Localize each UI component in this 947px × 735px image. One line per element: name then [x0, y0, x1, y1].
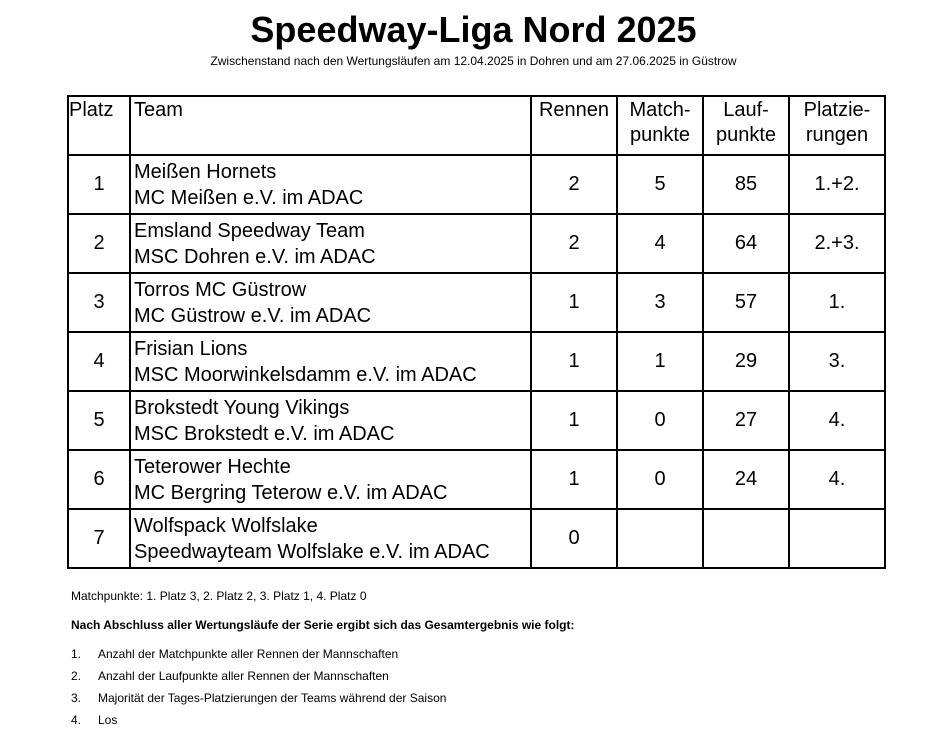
cell-platz: 4 — [68, 332, 130, 391]
cell-platz: 7 — [68, 509, 130, 568]
list-item-number: 4. — [71, 713, 82, 727]
cell-rennen: 1 — [531, 391, 617, 450]
cell-matchpunkte: 0 — [617, 391, 703, 450]
cell-laufpunkte: 24 — [703, 450, 789, 509]
cell-platzierungen: 2.+3. — [789, 214, 885, 273]
tiebreak-criteria-list — [71, 643, 446, 731]
team-name: Teterower Hechte — [134, 455, 291, 478]
cell-matchpunkte — [617, 509, 703, 568]
club-name: MC Güstrow e.V. im ADAC — [134, 304, 372, 327]
list-item-number: 2. — [71, 669, 82, 683]
cell-platz: 6 — [68, 450, 130, 509]
list-item-text: Los — [98, 713, 118, 727]
col-header-rennen: Rennen — [531, 96, 617, 155]
col-header-laufpunkte-line1: Lauf- — [723, 99, 769, 121]
cell-rennen: 1 — [531, 273, 617, 332]
cell-platzierungen: 4. — [789, 450, 885, 509]
list-item-text: Anzahl der Laufpunkte aller Rennen der Mannschaften — [98, 669, 389, 683]
cell-rennen: 1 — [531, 332, 617, 391]
list-item-text: Anzahl der Matchpunkte aller Rennen der Mannschaften — [98, 647, 399, 661]
cell-rennen: 2 — [531, 155, 617, 214]
club-name: MC Bergring Teterow e.V. im ADAC — [134, 481, 448, 504]
col-header-laufpunkte — [703, 96, 789, 155]
cell-platzierungen: 1. — [789, 273, 885, 332]
col-header-platzierungen-line1: Platzie- — [803, 99, 871, 121]
cell-laufpunkte — [703, 509, 789, 568]
list-item-number: 3. — [71, 691, 82, 705]
cell-matchpunkte: 3 — [617, 273, 703, 332]
cell-team — [130, 214, 531, 273]
table-row — [68, 214, 885, 273]
club-name: MC Meißen e.V. im ADAC — [134, 186, 364, 209]
summary-heading: Nach Abschluss aller Wertungsläufe der Serie ergibt sich das Gesamtergebnis wie folgt: — [71, 618, 575, 632]
col-header-platz: Platz — [68, 96, 130, 155]
cell-team — [130, 509, 531, 568]
list-item — [71, 665, 446, 687]
col-header-laufpunkte-line2: punkte — [715, 124, 777, 146]
cell-team — [130, 273, 531, 332]
cell-laufpunkte: 64 — [703, 214, 789, 273]
table-header-row — [68, 96, 885, 155]
page-title: Speedway-Liga Nord 2025 — [250, 9, 697, 50]
cell-platzierungen: 1.+2. — [789, 155, 885, 214]
cell-team — [130, 450, 531, 509]
cell-platz: 5 — [68, 391, 130, 450]
team-name: Torros MC Güstrow — [134, 278, 307, 301]
club-name: Speedwayteam Wolfslake e.V. im ADAC — [134, 540, 490, 563]
team-name: Wolfspack Wolfslake — [134, 514, 318, 537]
list-item — [71, 709, 446, 731]
table-row — [68, 155, 885, 214]
team-name: Brokstedt Young Vikings — [134, 396, 350, 419]
cell-matchpunkte: 1 — [617, 332, 703, 391]
cell-platz: 3 — [68, 273, 130, 332]
club-name: MSC Dohren e.V. im ADAC — [134, 245, 376, 268]
table-row — [68, 509, 885, 568]
col-header-matchpunkte-line2: punkte — [629, 124, 691, 146]
cell-platzierungen — [789, 509, 885, 568]
cell-platz: 2 — [68, 214, 130, 273]
col-header-team: Team — [130, 96, 531, 155]
col-header-matchpunkte-line1: Match- — [629, 99, 691, 121]
cell-matchpunkte: 4 — [617, 214, 703, 273]
list-item — [71, 643, 446, 665]
cell-platzierungen: 4. — [789, 391, 885, 450]
team-name: Frisian Lions — [134, 337, 248, 360]
cell-platzierungen: 3. — [789, 332, 885, 391]
col-header-platzierungen — [789, 96, 885, 155]
cell-rennen: 0 — [531, 509, 617, 568]
list-item — [71, 687, 446, 709]
matchpunkte-footnote: Matchpunkte: 1. Platz 3, 2. Platz 2, 3. Platz 1, 4. Platz 0 — [71, 589, 367, 603]
standings-table — [67, 95, 886, 569]
table-row — [68, 450, 885, 509]
cell-team — [130, 155, 531, 214]
cell-matchpunkte: 0 — [617, 450, 703, 509]
cell-rennen: 1 — [531, 450, 617, 509]
table-row — [68, 391, 885, 450]
table-row — [68, 332, 885, 391]
col-header-platzierungen-line2: rungen — [805, 124, 869, 146]
cell-laufpunkte: 85 — [703, 155, 789, 214]
cell-platz: 1 — [68, 155, 130, 214]
cell-rennen: 2 — [531, 214, 617, 273]
cell-laufpunkte: 29 — [703, 332, 789, 391]
cell-matchpunkte: 5 — [617, 155, 703, 214]
cell-laufpunkte: 57 — [703, 273, 789, 332]
list-item-text: Majorität der Tages-Platzierungen der Teams während der Saison — [98, 691, 447, 705]
team-name: Emsland Speedway Team — [134, 219, 365, 242]
team-name: Meißen Hornets — [134, 160, 277, 183]
cell-team — [130, 332, 531, 391]
table-row — [68, 273, 885, 332]
cell-team — [130, 391, 531, 450]
cell-laufpunkte: 27 — [703, 391, 789, 450]
list-item-number: 1. — [71, 647, 82, 661]
club-name: MSC Moorwinkelsdamm e.V. im ADAC — [134, 363, 477, 386]
club-name: MSC Brokstedt e.V. im ADAC — [134, 422, 395, 445]
col-header-matchpunkte — [617, 96, 703, 155]
page-subtitle: Zwischenstand nach den Wertungsläufen am 12.04.2025 in Dohren und am 27.06.2025 in Güstrow — [210, 54, 737, 68]
